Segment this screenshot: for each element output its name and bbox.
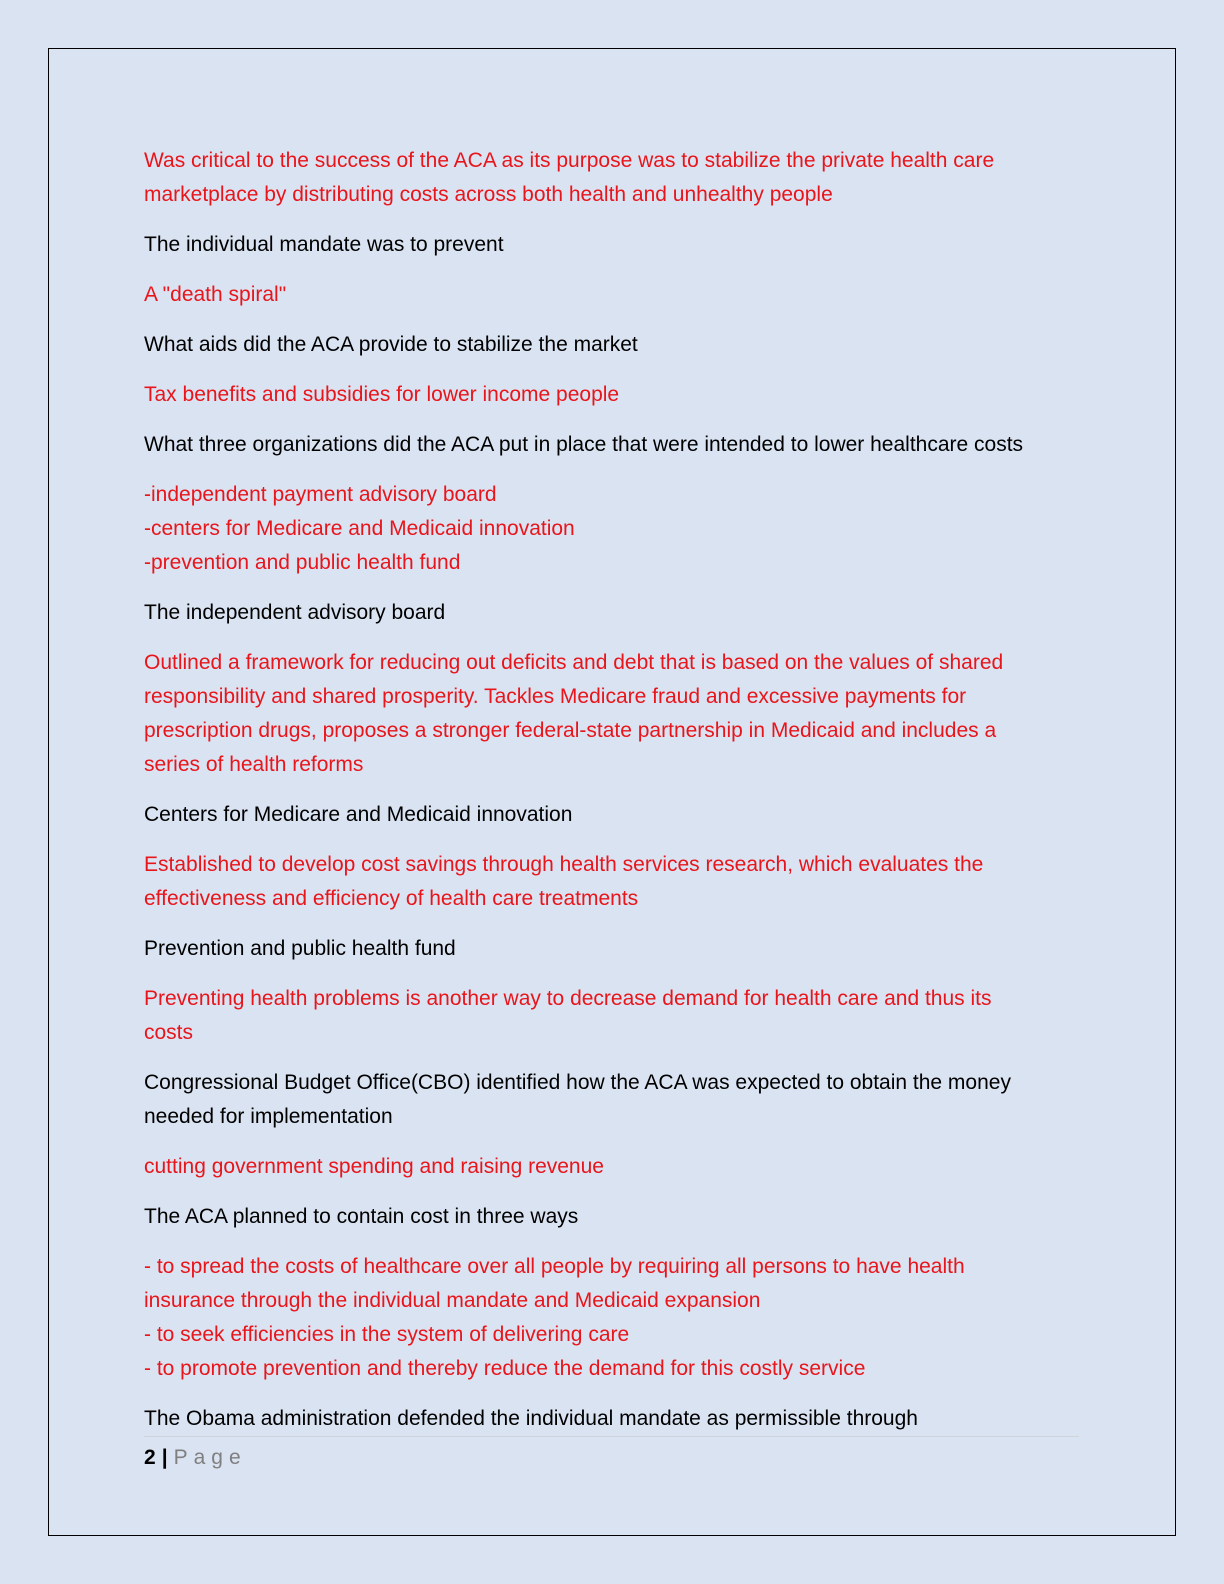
text-line: responsibility and shared prosperity. Tackles Medicare fraud and excessive payments for	[144, 685, 967, 708]
footer-separator: |	[161, 1446, 168, 1469]
answer-paragraph	[144, 982, 1079, 1050]
text-line: Established to develop cost savings through health services research, which evaluates the	[144, 853, 984, 876]
question-paragraph	[144, 1200, 1079, 1234]
text-line: The independent advisory board	[144, 601, 446, 624]
text-line: Was critical to the success of the ACA as its purpose was to stabilize the private health care	[144, 149, 995, 172]
page-footer	[144, 1436, 1079, 1473]
text-line: effectiveness and efficiency of health care treatments	[144, 887, 639, 910]
text-line: Prevention and public health fund	[144, 937, 456, 960]
text-line: prescription drugs, proposes a stronger federal-state partnership in Medicaid and includes a	[144, 719, 997, 742]
text-line: cutting government spending and raising revenue	[144, 1155, 604, 1178]
page-content	[144, 144, 1079, 1452]
text-line: insurance through the individual mandate and Medicaid expansion	[144, 1289, 761, 1312]
text-line: Preventing health problems is another way to decrease demand for health care and thus its	[144, 987, 992, 1010]
text-line: - to promote prevention and thereby reduce the demand for this costly service	[144, 1357, 866, 1380]
text-line: What aids did the ACA provide to stabilize the market	[144, 333, 638, 356]
text-line: marketplace by distributing costs across both health and unhealthy people	[144, 183, 833, 206]
question-paragraph	[144, 428, 1079, 462]
answer-paragraph	[144, 1250, 1079, 1386]
text-line: needed for implementation	[144, 1105, 393, 1128]
answer-paragraph	[144, 278, 1079, 312]
answer-paragraph	[144, 1150, 1079, 1184]
text-line: series of health reforms	[144, 753, 364, 776]
question-paragraph	[144, 1402, 1079, 1436]
question-paragraph	[144, 228, 1079, 262]
answer-paragraph	[144, 848, 1079, 916]
text-line: Tax benefits and subsidies for lower income people	[144, 383, 620, 406]
text-line: The ACA planned to contain cost in three ways	[144, 1205, 579, 1228]
answer-paragraph	[144, 378, 1079, 412]
answer-paragraph	[144, 144, 1079, 212]
answer-paragraph	[144, 478, 1079, 580]
question-paragraph	[144, 596, 1079, 630]
text-line: - to seek efficiencies in the system of delivering care	[144, 1323, 630, 1346]
text-line: Congressional Budget Office(CBO) identified how the ACA was expected to obtain the money	[144, 1071, 1011, 1094]
text-line: -centers for Medicare and Medicaid innovation	[144, 517, 575, 540]
text-line: The Obama administration defended the individual mandate as permissible through	[144, 1407, 918, 1430]
question-paragraph	[144, 798, 1079, 832]
text-line: costs	[144, 1021, 194, 1044]
text-line: -prevention and public health fund	[144, 551, 461, 574]
page-number: 2	[144, 1446, 156, 1469]
text-line: Centers for Medicare and Medicaid innovation	[144, 803, 573, 826]
text-line: -independent payment advisory board	[144, 483, 497, 506]
answer-paragraph	[144, 646, 1079, 782]
text-line: Outlined a framework for reducing out deficits and debt that is based on the values of shared	[144, 651, 1004, 674]
question-paragraph	[144, 932, 1079, 966]
question-paragraph	[144, 328, 1079, 362]
text-line: A "death spiral"	[144, 283, 287, 306]
text-line: The individual mandate was to prevent	[144, 233, 504, 256]
page-label: Page	[173, 1446, 247, 1469]
question-paragraph	[144, 1066, 1079, 1134]
document-page	[48, 48, 1176, 1536]
text-line: - to spread the costs of healthcare over all people by requiring all persons to have health	[144, 1255, 965, 1278]
text-line: What three organizations did the ACA put in place that were intended to lower healthcare costs	[144, 433, 1024, 456]
